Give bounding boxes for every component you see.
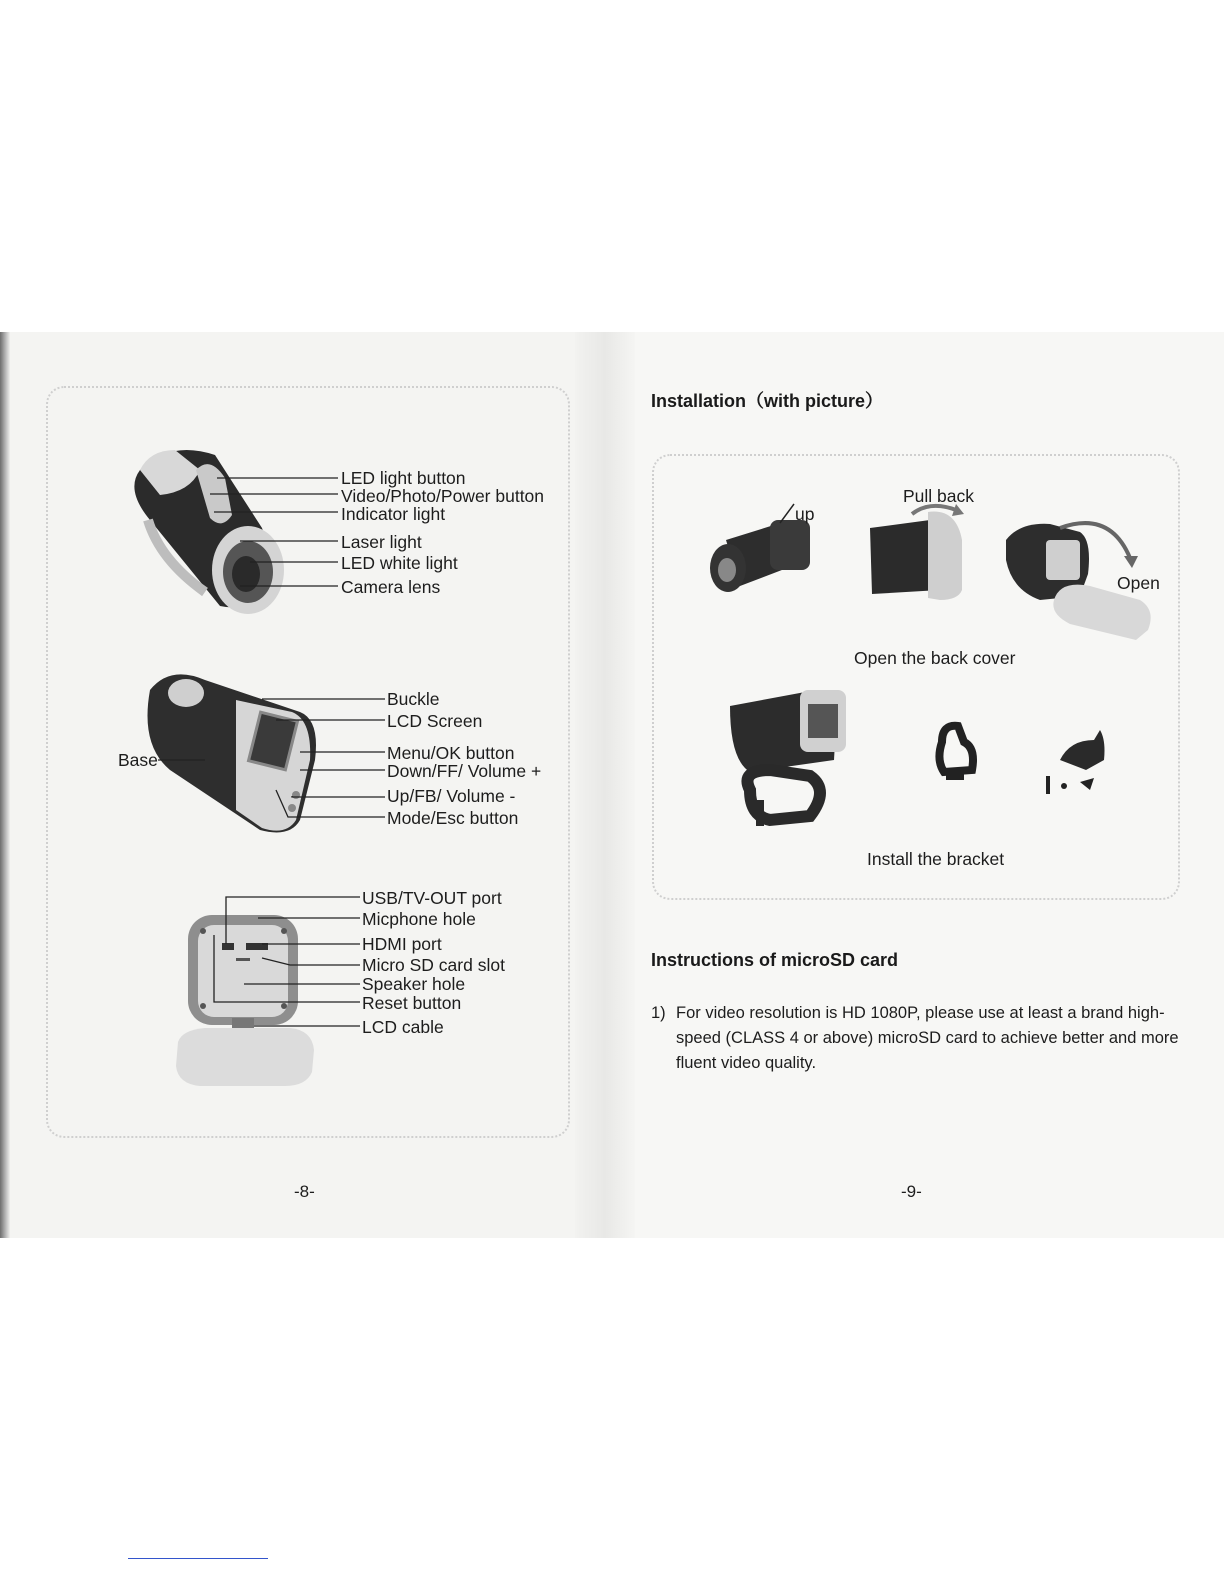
label-buckle: Buckle (387, 689, 440, 709)
label-mode-esc-button: Mode/Esc button (387, 808, 519, 828)
bottom-blue-line (128, 1558, 268, 1559)
label-micphone-hole: Micphone hole (362, 909, 476, 929)
install-bracket-assembled (730, 690, 846, 826)
label-reset-button: Reset button (362, 993, 462, 1013)
label-down-ff-volume-plus: Down/FF/ Volume + (387, 761, 542, 781)
page-number-left: -8- (294, 1182, 315, 1201)
install-bracket-pieces (1046, 730, 1105, 794)
label-base: Base (118, 750, 158, 770)
label-lcd-cable: LCD cable (362, 1017, 444, 1037)
label-up: up (795, 504, 815, 524)
microsd-heading: Instructions of microSD card (651, 950, 899, 970)
label-pull-back: Pull back (903, 486, 975, 506)
label-open: Open (1117, 573, 1160, 593)
label-video-photo-power-button: Video/Photo/Power button (341, 486, 545, 506)
install-step-pull-back (870, 504, 964, 600)
label-led-light-button: LED light button (341, 468, 466, 488)
label-hdmi-port: HDMI port (362, 934, 442, 954)
caption-install-bracket: Install the bracket (867, 849, 1005, 869)
microsd-item-1 (651, 1001, 1191, 1076)
list-number: 1) (651, 1004, 666, 1022)
label-micro-sd-card-slot: Micro SD card slot (362, 955, 505, 975)
installation-heading: Installation（with picture） (651, 391, 884, 411)
list-text: For video resolution is HD 1080P, please use at least a brand high-speed (CLASS 4 or above) microSD card to achieve better and more fluent video quality. (676, 1004, 1179, 1072)
label-usb-tv-out-port: USB/TV-OUT port (362, 888, 502, 908)
install-bracket-part (939, 726, 973, 780)
label-speaker-hole: Speaker hole (362, 974, 466, 994)
page-number-right: -9- (901, 1182, 922, 1201)
camera-front-illustration (134, 450, 284, 614)
label-laser-light: Laser light (341, 532, 422, 552)
camera-ports-illustration (176, 915, 314, 1086)
label-camera-lens: Camera lens (341, 577, 441, 597)
label-up-fb-volume-minus: Up/FB/ Volume - (387, 786, 516, 806)
label-lcd-screen: LCD Screen (387, 711, 483, 731)
label-indicator-light: Indicator light (341, 504, 446, 524)
camera-rear-illustration (148, 674, 317, 832)
caption-open-back-cover: Open the back cover (854, 648, 1016, 668)
label-led-white-light: LED white light (341, 553, 458, 573)
label-menu-ok-button: Menu/OK button (387, 743, 515, 763)
